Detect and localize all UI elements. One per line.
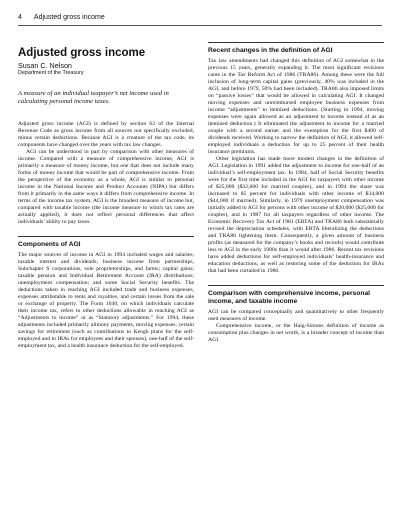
comparison-paragraph-2: Comprehensive income, or the Haig-Simons definition of income as consumption plus changes in net worth, is a broader concept of income than AGI.	[208, 323, 384, 344]
intro-paragraph-1: Adjusted gross income (AGI) is defined by section 62 of the Internal Revenue Code as gross income from all sources not specifically excluded, minus certain deductions. Because AGI is a creature of the tax code, its components have changed over the years with tax law changes.	[18, 120, 194, 148]
section-rule	[18, 236, 194, 237]
section-heading-recent-changes: Recent changes in the definition of AGI	[208, 47, 333, 54]
section-rule	[208, 285, 384, 286]
header-rule	[18, 25, 382, 26]
abstract: A measure of an individual taxpayer’s net income used in calculating personal income taxes.	[18, 90, 169, 106]
running-header	[18, 14, 105, 21]
running-title: Adjusted gross income	[33, 14, 105, 21]
intro-paragraph-2: AGI can be understood in part by comparison with other measures of income. Compared with a measure of comprehensive income, AGI is primarily a measure of money income, but one that does not include many forms of money income that would be part of comprehensive income. From the perspective of the economy as a whole, AGI is similar to personal income in the National Income and Product Accounts (NIPA) but differs from it primarily in the same ways it differs from comprehensive income. In terms of the income tax system, AGI is the broadest measure of income but, compared with taxable income (the income measure to which tax rates are actually applied), it does not reflect personal differences that affect individuals’ ability to pay taxes.	[18, 148, 194, 225]
page-number: 4	[18, 14, 22, 21]
section-heading-components: Components of AGI	[18, 240, 81, 248]
components-paragraph: The major sources of income in AGI in 1994 included wages and salaries; taxable interest and dividends; business income from partnerships, Subchapter S corporations, sole proprietorships, and farms; capital gains; taxable pension and Individual Retirement Account (IRA) distributions; unemployment compensation; and some Social Security benefits. The deductions taken in reaching AGI included trade and business expenses, expenses attributable to rents and royalties, and certain losses from the sale or exchange of property. The Form 1040, on which individuals calculate their income tax, refers to other deductions allowable in reaching AGI as “Adjustments to income” or as “Statutory adjustments.” For 1994, these adjustments included primarily alimony payments, moving expenses, certain savings for retirement (such as contributions to Keogh plans for the self-employed and to IRAs for employees and their spouses), one-half of the self-employment tax, and a health insurance deduction for the self-employed.	[18, 251, 194, 349]
right-column	[208, 31, 384, 344]
section-heading-comparison: Comparison with comprehensive income, personal income, and taxable income	[208, 290, 371, 306]
recent-paragraph-1: Tax law amendments had changed this definition of AGI somewhat in the previous 15 years, generally expanding it. The most significant revisions came in the Tax Reform Act of 1986 (TRA86). Among these were the full inclusion of long-term capital gains (previously, 40% was included in the AGI, and before 1979, 50% had been included). TRA86 also imposed limits on “passive losses” that would be allowed in calculating AGI. It changed moving expenses and unreimbursed employee business expenses from income “adjustments” to itemized deductions. (Starting in 1994, moving expenses were again allowed as an adjustment to income instead of as an itemized deduction.) It eliminated the adjustment to income for a married couple with a second earner and the exemption for the first $400 of dividends received. Working to narrow the definition of AGI, it allowed self-employed individuals a deduction for up to 25 percent of their health insurance premiums.	[208, 58, 384, 156]
author-name: Susan C. Nelson	[18, 61, 72, 70]
recent-paragraph-2: Other legislation has made more modest changes in the definition of AGI. Legislation in 1991 added the adjustment to income for one-half of an individual’s self-employment tax. In 1984, half of Social Security benefits were for the first time included in the AGI for taxpayers with other income of $25,000 ($32,000 for married couples), and in 1994 the share was increased to 85 percent for individuals with other income of $34,000 ($44,000 if married). Similarly, in 1979 unemployment compensation was initially added to AGI for persons with other income of $20,000 ($25,000 for couples), and in 1987 for all taxpayers regardless of other income. The Economic Recovery Tax Act of 1981 (ERTA) and TRA86 both substantially revised the depreciation schedules, with ERTA liberalizing the deductions and TRA86 tightening them. Consequently, a given amount of business profits (as measured for the company’s books and records) would contribute less to AGI in the early 1980s than it would after 1986. Recent tax revisions have added deductions for self-employed individuals’ health-insurance and education deductions, as well as restoring some of the deduction for IRAs that had been curtailed in 1986.	[208, 156, 384, 275]
section-rule	[208, 42, 384, 43]
left-column	[18, 31, 194, 350]
article-title: Adjusted gross income	[18, 47, 146, 59]
comparison-paragraph-1: AGI can be compared conceptually and quantitatively to other frequently used measures of income.	[208, 309, 384, 323]
author-affiliation: Department of the Treasury	[18, 70, 84, 76]
